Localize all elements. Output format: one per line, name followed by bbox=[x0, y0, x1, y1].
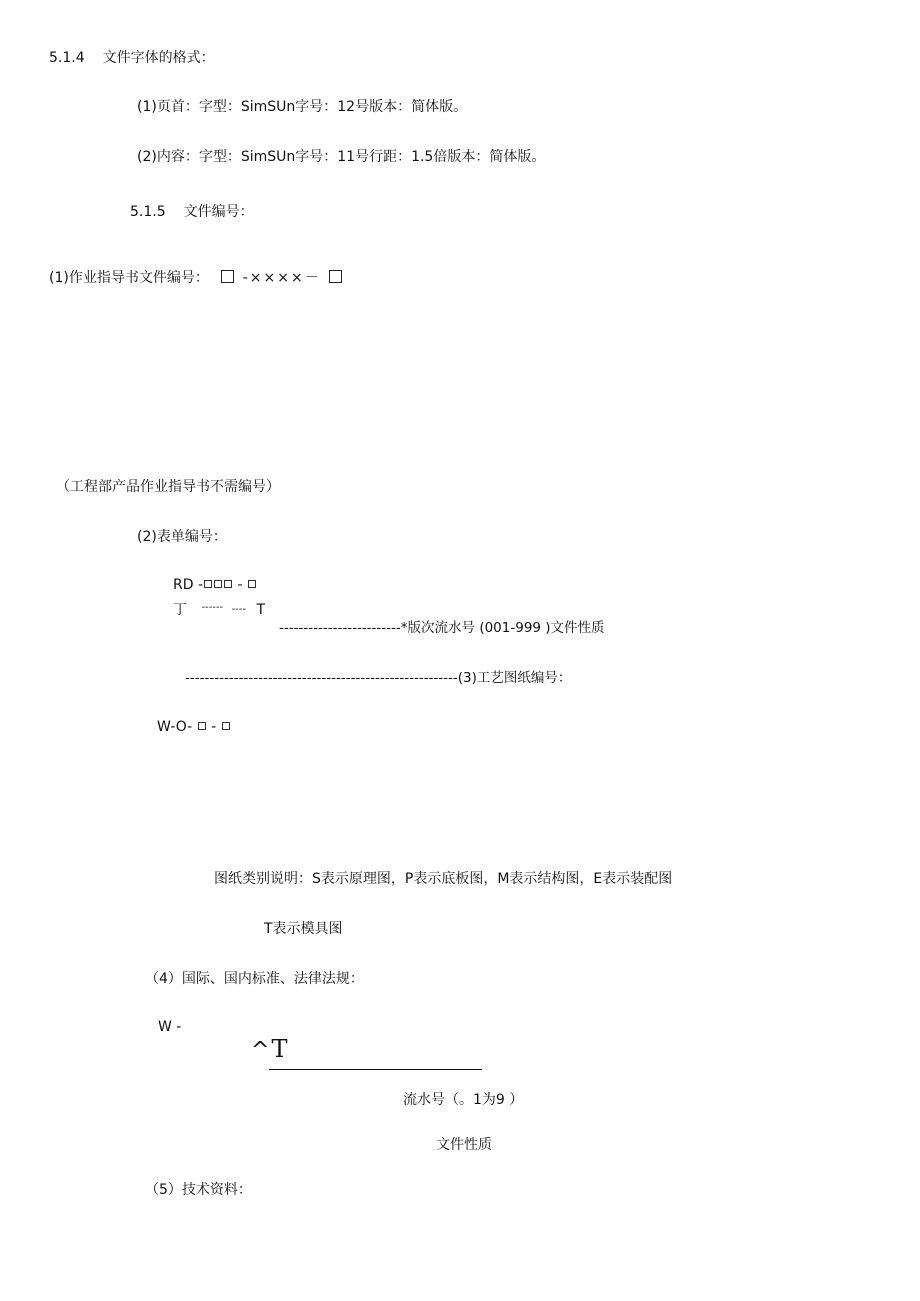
marker-right: T bbox=[256, 602, 266, 618]
form-number-title: (2)表单编号： bbox=[137, 529, 227, 545]
standards-marker bbox=[251, 1036, 287, 1064]
form-code-sep: - bbox=[237, 577, 243, 593]
dashes-b: ---- bbox=[231, 604, 246, 615]
drawing-code-prefix: W-O- bbox=[157, 719, 193, 735]
serial-number-line: -------------------------*版次流水号 (001-999 )文件性质 bbox=[279, 620, 605, 636]
work-instruction-number bbox=[49, 269, 342, 287]
engineering-note: （工程部产品作业指导书不需编号） bbox=[56, 479, 280, 495]
blank-box-icon bbox=[198, 722, 206, 730]
drawing-type-description: 图纸类别说明：S表示原理图，P表示底板图，M表示结构图，E表示装配图 bbox=[214, 871, 673, 887]
blank-box-icon bbox=[222, 722, 230, 730]
blank-box-icon bbox=[221, 270, 234, 283]
blank-box-icon bbox=[214, 580, 222, 588]
font-format-item-content: (2)内容：字型：SimSUn字号：11号行距：1.5倍版本：简体版。 bbox=[137, 149, 546, 165]
blank-box-icon bbox=[204, 580, 212, 588]
form-code bbox=[173, 576, 257, 594]
font-format-item-header: (1)页首：字型：SimSUn字号：12号版本：简体版。 bbox=[137, 99, 468, 115]
work-instruction-label: (1)作业指导书文件编号： bbox=[49, 270, 209, 286]
section-514-heading bbox=[49, 49, 215, 67]
standards-serial: 流水号（。1为9 ） bbox=[403, 1092, 524, 1108]
blank-box-icon bbox=[248, 580, 256, 588]
form-code-prefix: RD - bbox=[173, 577, 204, 593]
section-number: 5.1.4 bbox=[49, 50, 85, 66]
underline-rule bbox=[269, 1069, 482, 1070]
drawing-code bbox=[157, 718, 231, 736]
section-515-heading bbox=[130, 203, 254, 221]
t-char: T bbox=[271, 1035, 288, 1063]
drawing-code-sep: - bbox=[211, 719, 217, 735]
drawing-number-line: --------------------------------------------------------(3)工艺图纸编号： bbox=[185, 670, 572, 686]
standards-code: W - bbox=[158, 1019, 182, 1035]
section-number: 5.1.5 bbox=[130, 204, 166, 220]
work-instruction-middle: -××××－ bbox=[242, 270, 321, 286]
blank-box-icon bbox=[224, 580, 232, 588]
section-title: 文件编号： bbox=[183, 204, 254, 220]
section-title: 文件字体的格式： bbox=[102, 50, 215, 66]
tech-docs-title: （5）技术资料： bbox=[145, 1182, 252, 1198]
dashes-a: ------ bbox=[201, 602, 224, 613]
marker-left: 丁 bbox=[173, 602, 187, 618]
standards-title: （4）国际、国内标准、法律法规： bbox=[145, 971, 364, 987]
standards-nature: 文件性质 bbox=[436, 1137, 492, 1153]
form-code-markers bbox=[173, 599, 265, 619]
caret: ^ bbox=[251, 1038, 270, 1063]
blank-box-icon bbox=[329, 270, 342, 283]
drawing-type-t: T表示模具图 bbox=[264, 921, 343, 937]
